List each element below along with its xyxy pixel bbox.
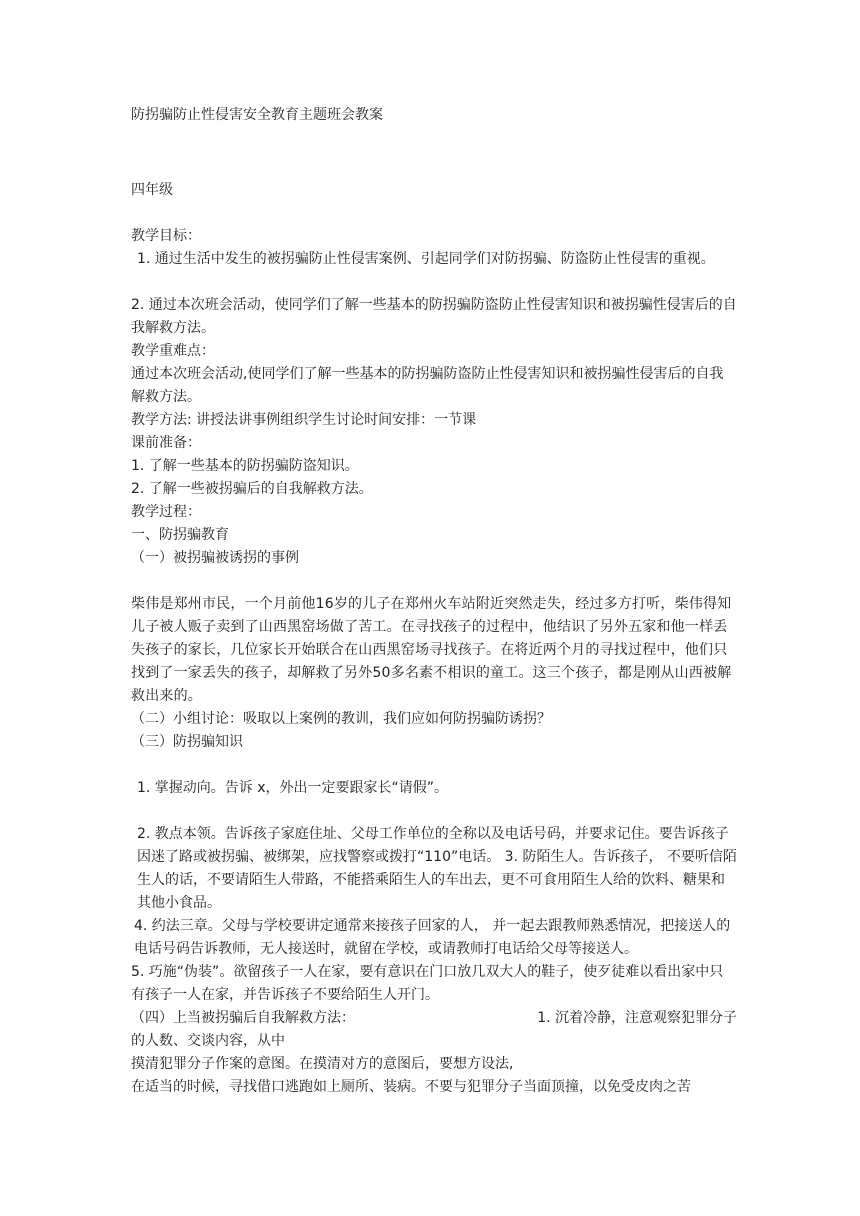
process-heading: 教学过程： bbox=[131, 504, 201, 520]
prep-item-1: 1. 了解一些基本的防拐骗防盗知识。 bbox=[131, 458, 359, 474]
subsection-heading-4: （四）上当被拐骗后自我解救方法： bbox=[131, 1010, 355, 1026]
grade-label: 四年级 bbox=[131, 182, 173, 198]
tip-item-5: 5. 巧施“伪装”。欲留孩子一人在家，要有意识在门口放几双大人的鞋子，使歹徒难以看出家中只有孩子一人在家，并告诉孩子不要给陌生人开门。 bbox=[131, 964, 724, 1003]
section-heading-1: 一、防拐骗教育 bbox=[131, 527, 229, 543]
key-points-text: 通过本次班会活动,使同学们了解一些基本的防拐骗防盗防止性侵害知识和被拐骗性侵害后的自我解救方法。 bbox=[131, 366, 724, 405]
document-title: 防拐骗防止性侵害安全教育主题班会教案 bbox=[131, 107, 383, 123]
rescue-line-a: 摸清犯罪分子作案的意图。在摸清对方的意图后，要想方设法, bbox=[131, 1056, 514, 1072]
tip-item-4: 4. 约法三章。父母与学校要讲定通常来接孩子回家的人， 并一起去跟教师熟悉情况，把接送人的电话号码告诉教师，无人接送时，就留在学校，或请教师打电话给父母等接送人。 bbox=[134, 918, 731, 957]
prep-heading: 课前准备： bbox=[131, 435, 201, 451]
goal-item-2: 2. 通过本次班会活动，使同学们了解一些基本的防拐骗防盗防止性侵害知识和被拐骗性侵害后的自我解救方法。 bbox=[131, 297, 737, 336]
goals-heading: 教学目标： bbox=[131, 228, 201, 244]
case-paragraph: 柴伟是郑州市民，一个月前他16岁的儿子在郑州火车站附近突然走失，经过多方打听，柴伟得知儿子被人贩子卖到了山西黑窑场做了苦工。在寻找孩子的过程中，他结识了另外五家和他一样丢失孩子的家长，几位家长开始联合在山西黑窑场寻找孩子。在将近两个月的寻找过程中，他们只找到了一家丢失的孩子，却解救了另外50多名素不相识的童工。这三个孩子，都是刚从山西被解救出来的。 bbox=[131, 596, 732, 704]
key-points-heading: 教学重难点： bbox=[131, 343, 215, 359]
tip-item-2-3: 2. 教点本领。告诉孩子家庭住址、父母工作单位的全称以及电话号码，并要求记住。要告诉孩子因迷了路或被拐骗、被绑架，应找警察或拨打“110”电话。 3. 防陌生人。告诉孩子， 不要听信陌生人的话，不要请陌生人带路，不能搭乘陌生人的车出去，更不可食用陌生人给的饮料、糖果和其他小食品。 bbox=[137, 826, 737, 911]
subsection-heading-3: （三）防拐骗知识 bbox=[131, 734, 243, 750]
subsection-heading-4-line bbox=[131, 1007, 737, 1030]
tip-item-1: 1. 掌握动向。告诉 x，外出一定要跟家长“请假”。 bbox=[137, 780, 449, 796]
document-body bbox=[131, 98, 737, 1099]
rescue-line-b: 在适当的时候，寻找借口逃跑如上厕所、装病。不要与犯罪分子当面顶撞，以免受皮肉之苦 bbox=[131, 1079, 691, 1095]
rescue-step-1-continued: 的人数、交谈内容，从中 bbox=[131, 1033, 285, 1049]
prep-item-2: 2. 了解一些被拐骗后的自我解救方法。 bbox=[131, 481, 373, 497]
rescue-step-1: 1. 沉着冷静，注意观察犯罪分子 bbox=[537, 1010, 737, 1026]
goal-item-1: 1. 通过生活中发生的被拐骗防止性侵害案例、引起同学们对防拐骗、防盗防止性侵害的重视。 bbox=[137, 251, 715, 267]
subsection-heading-1: （一）被拐骗被诱拐的事例 bbox=[131, 550, 299, 566]
subsection-heading-2: （二）小组讨论：吸取以上案例的教训，我们应如何防拐骗防诱拐？ bbox=[131, 711, 551, 727]
teaching-method: 教学方法: 讲授法讲事例组织学生讨论时间安排：一节课 bbox=[131, 412, 477, 428]
